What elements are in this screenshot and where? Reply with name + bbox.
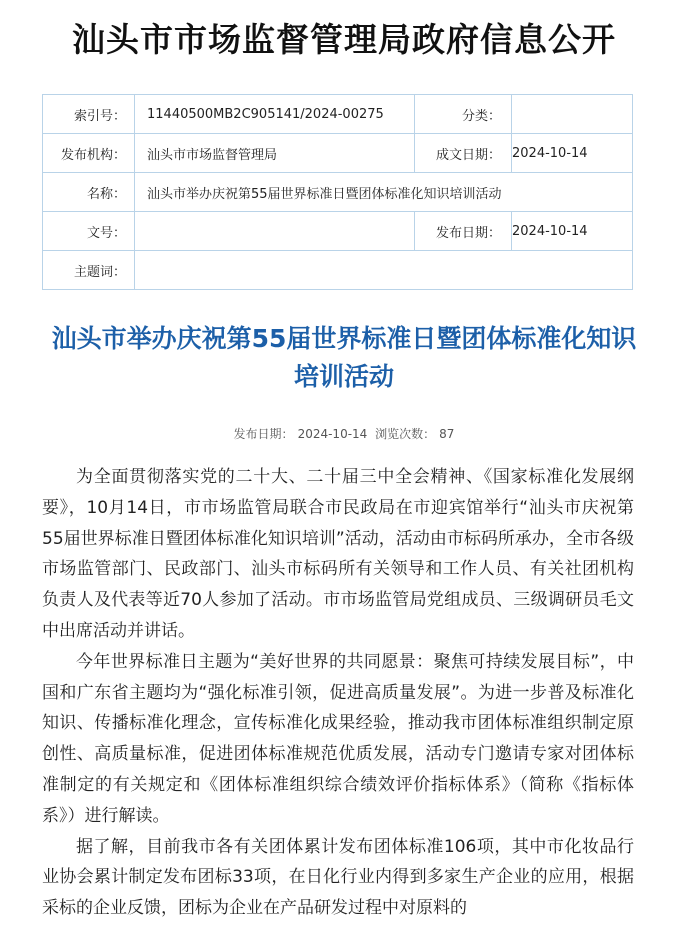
name-label: 名称：	[43, 173, 135, 212]
meta-row-name	[43, 173, 633, 212]
article-body	[42, 462, 634, 924]
pub-date-label: 发布日期：	[233, 427, 294, 441]
meta-row-keywords	[43, 251, 633, 290]
category-value	[512, 95, 633, 134]
created-date-label: 成文日期：	[415, 134, 512, 173]
meta-row-docno	[43, 212, 633, 251]
article-title: 汕头市举办庆祝第55届世界标准日暨团体标准化知识培训活动	[51, 324, 637, 391]
docno-value	[135, 212, 415, 251]
index-value: 11440500MB2C905141/2024-00275	[135, 95, 415, 134]
created-date-value: 2024-10-14	[512, 134, 633, 173]
name-value: 汕头市举办庆祝第55届世界标准日暨团体标准化知识培训活动	[135, 173, 633, 212]
index-label: 索引号：	[43, 95, 135, 134]
metadata-table	[42, 94, 633, 290]
keywords-label: 主题词：	[43, 251, 135, 290]
meta-row-index	[43, 95, 633, 134]
article-paragraph: 今年世界标准日主题为“美好世界的共同愿景：聚焦可持续发展目标”，中国和广东省主题均为“强化标准引领，促进高质量发展”。为进一步普及标准化知识、传播标准化理念，宣传标准化成果经验，推动我市团体标准组织制定原创性、高质量标准，促进团体标准规范优质发展，活动专门邀请专家对团体标准制定的有关规定和《团体标准组织综合绩效评价指标体系》（简称《指标体系》）进行解读。	[42, 651, 634, 826]
category-label: 分类：	[415, 95, 512, 134]
published-date-label: 发布日期：	[415, 212, 512, 251]
article-paragraph: 据了解，目前我市各有关团体累计发布团体标准106项，其中市化妆品行业协会累计制定发布团标33项，在日化行业内得到多家生产企业的应用，根据采标的企业反馈，团标为企业在产品研发过程中对原料的	[42, 836, 634, 919]
published-date-value: 2024-10-14	[512, 212, 633, 251]
publisher-label: 发布机构：	[43, 134, 135, 173]
article-paragraph: 为全面贯彻落实党的二十大、二十届三中全会精神、《国家标准化发展纲要》，10月14日，市市场监管局联合市民政局在市迎宾馆举行“汕头市庆祝第55届世界标准日暨团体标准化知识培训”活动，活动由市标码所承办，全市各级市场监管部门、民政部门、汕头市标码所有关领导和工作人员、有关社团机构负责人及代表等近70人参加了活动。市市场监管局党组成员、三级调研员毛文中出席活动并讲话。	[42, 467, 634, 641]
meta-row-publisher	[43, 134, 633, 173]
docno-label: 文号：	[43, 212, 135, 251]
publisher-value: 汕头市市场监督管理局	[135, 134, 415, 173]
keywords-value	[135, 251, 633, 290]
pub-date-value: 2024-10-14	[297, 427, 368, 441]
views-label: 浏览次数：	[375, 427, 436, 441]
article-pubinfo	[0, 425, 688, 442]
views-count: 87	[439, 427, 455, 441]
site-title: 汕头市市场监督管理局政府信息公开	[72, 20, 616, 59]
